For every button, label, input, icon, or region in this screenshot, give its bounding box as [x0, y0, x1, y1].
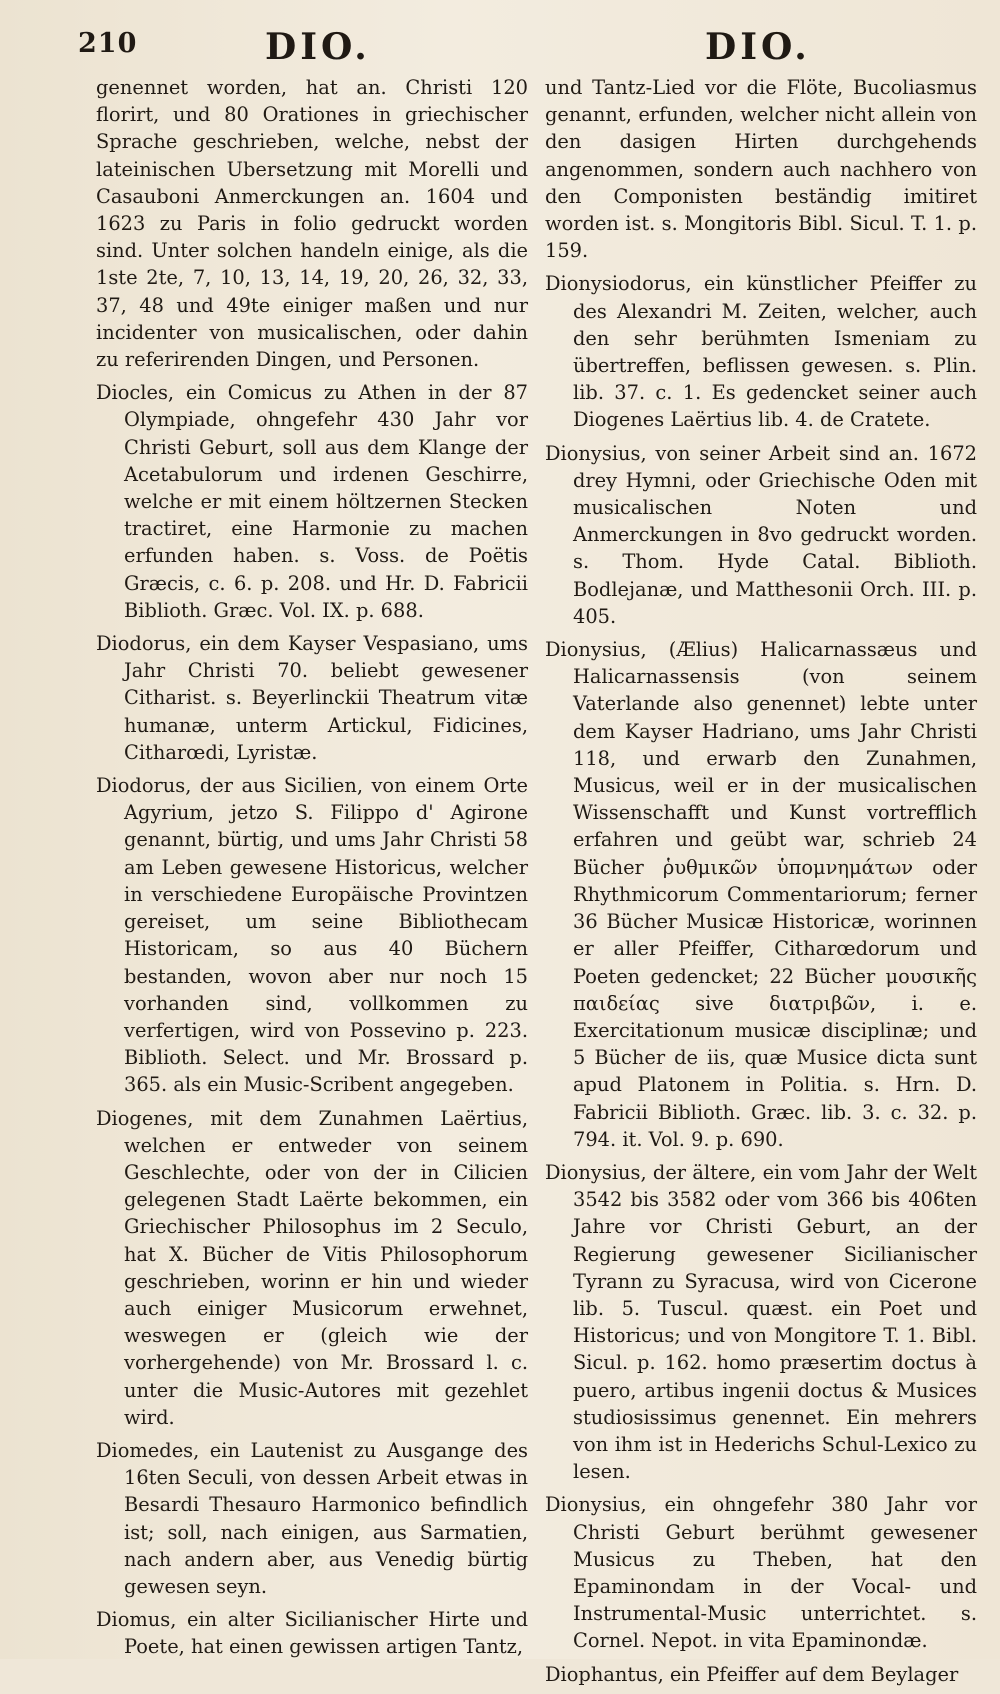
running-head-right: DIO.	[705, 26, 811, 68]
dictionary-entry: Diogenes, mit dem Zunahmen Laërtius, welchen er entweder von seinem Geschlechte, oder von der in Cilicien gelegenen Stadt Laërte bekommen, ein Griechischer Philosophus im 2 Seculo, hat X. Bücher de Vitis Philosophorum geschrieben, worinn er hin und wieder auch einiger Musicorum erwehnet, weswegen er (gleich wie der vorhergehende) von Mr. Brossard l. c. unter die Music-Autores mit gezehlet wird.	[96, 1106, 528, 1429]
dictionary-entry: Diodorus, ein dem Kayser Vespasiano, ums Jahr Christi 70. beliebt gewesener Citharist. s. Beyerlinckii Theatrum vitæ humanæ, unterm Artickul, Fidicines, Citharœdi, Lyristæ.	[96, 632, 528, 764]
dictionary-entry: Diodorus, der aus Sicilien, von einem Orte Agyrium, jetzo S. Filippo d' Agirone genannt, bürtig, und ums Jahr Christi 58 am Leben gewesene Historicus, welcher in verschiedene Europäische Provintzen gereiset, um seine Bibliothecam Historicam, so aus 40 Büchern bestanden, wovon aber nur noch 15 vorhanden sind, vollkommen zu verfertigen, wird von Possevino p. 223. Biblioth. Select. und Mr. Brossard p. 365. als ein Music-Scribent angegeben.	[96, 774, 528, 1097]
running-head-left: DIO.	[265, 26, 371, 68]
dictionary-entry: und Tantz-Lied vor die Flöte, Bucoliasmus genannt, erfunden, welcher nicht allein von den dasigen Hirten durchgehends angenommen, sondern auch nachhero von den Componisten beständig imitiret worden ist. s. Mongitoris Bibl. Sicul. T. 1. p. 159.	[545, 76, 977, 263]
page-number: 210	[78, 28, 138, 59]
dictionary-entry: Dionysius, von seiner Arbeit sind an. 1672 drey Hymni, oder Griechische Oden mit musicalischen Noten und Anmerckungen in 8vo gedruckt worden. s. Thom. Hyde Catal. Biblioth. Bodlejanæ, und Matthesonii Orch. III. p. 405.	[545, 441, 977, 628]
dictionary-entry: Diomedes, ein Lautenist zu Ausgange des 16ten Seculi, von dessen Arbeit etwas in Besardi Thesauro Harmonico befindlich ist; soll, nach einigen, aus Sarmatien, nach andern aber, aus Venedig bürtig gewesen seyn.	[96, 1438, 528, 1598]
dictionary-entry: Dionysiodorus, ein künstlicher Pfeiffer zu des Alexandri M. Zeiten, welcher, auch den sehr berühmten Ismeniam zu übertreffen, beflissen gewesen. s. Plin. lib. 37. c. 1. Es gedencket seiner auch Diogenes Laërtius lib. 4. de Cratete.	[545, 272, 977, 432]
dictionary-entry: genennet worden, hat an. Christi 120 florirt, und 80 Orationes in griechischer Sprache geschrieben, welche, nebst der lateinischen Ubersetzung mit Morelli und Casauboni Anmerckungen an. 1604 und 1623 zu Paris in folio gedruckt worden sind. Unter solchen handeln einige, als die 1ste 2te, 7, 10, 13, 14, 19, 20, 26, 32, 33, 37, 48 und 49te einiger maßen und nur incidenter von musicalischen, oder dahin zu referirenden Dingen, und Personen.	[96, 76, 528, 372]
dictionary-entry: Dionysius, der ältere, ein vom Jahr der Welt 3542 bis 3582 oder vom 366 bis 406ten Jahre vor Christi Geburt, an der Regierung gewesener Sicilianischer Tyrann zu Syracusa, wird von Cicerone lib. 5. Tuscul. quæst. ein Poet und Historicus; und von Mongitore T. 1. Bibl. Sicul. p. 162. homo præsertim doctus à puero, artibus ingenii doctus & Musices studiosissimus genennet. Ein mehrers von ihm ist in Hederichs Schul-Lexico zu lesen.	[545, 1160, 977, 1484]
right-column	[545, 74, 977, 1694]
dictionary-entry: Diocles, ein Comicus zu Athen in der 87 Olympiade, ohngefehr 430 Jahr vor Christi Geburt, soll aus dem Klange der Acetabulorum und irdenen Geschirre, welche er mit einem höltzernen Stecken tractiret, eine Harmonie zu machen erfunden haben. s. Voss. de Poëtis Græcis, c. 6. p. 208. und Hr. D. Fabricii Biblioth. Græc. Vol. IX. p. 688.	[96, 381, 528, 622]
left-column	[96, 74, 528, 1667]
dictionary-entry: Dionysius, ein ohngefehr 380 Jahr vor Christi Geburt berühmt gewesener Musicus zu Theben, hat den Epaminondam in der Vocal- und Instrumental-Music unterrichtet. s. Cornel. Nepot. in vita Epaminondæ.	[545, 1493, 977, 1653]
dictionary-entry: Diomus, ein alter Sicilianischer Hirte und Poete, hat einen gewissen artigen Tantz,	[96, 1608, 528, 1659]
dictionary-entry: Diophantus, ein Pfeiffer auf dem Beylager	[545, 1662, 959, 1686]
dictionary-entry: Dionysius, (Ælius) Halicarnassæus und Halicarnassensis (von seinem Vaterlande also genennet) lebte unter dem Kayser Hadriano, ums Jahr Christi 118, und erwarb den Zunahmen, Musicus, weil er in der musicalischen Wissenschafft und Kunst vortrefflich erfahren und geübt war, schrieb 24 Bücher ῥυθμικῶν ὑπομνημάτων oder Rhythmicorum Commentariorum; ferner 36 Bücher Musicæ Historicæ, worinnen er aller Pfeiffer, Citharœdorum und Poeten gedencket; 22 Bücher μουσικῆς παιδείας sive διατριβῶν, i. e. Exercitationum musicæ disciplinæ; und 5 Bücher de iis, quæ Musice dicta sunt apud Platonem in Politia. s. Hrn. D. Fabricii Biblioth. Græc. lib. 3. c. 32. p. 794. it. Vol. 9. p. 690.	[545, 638, 977, 1151]
